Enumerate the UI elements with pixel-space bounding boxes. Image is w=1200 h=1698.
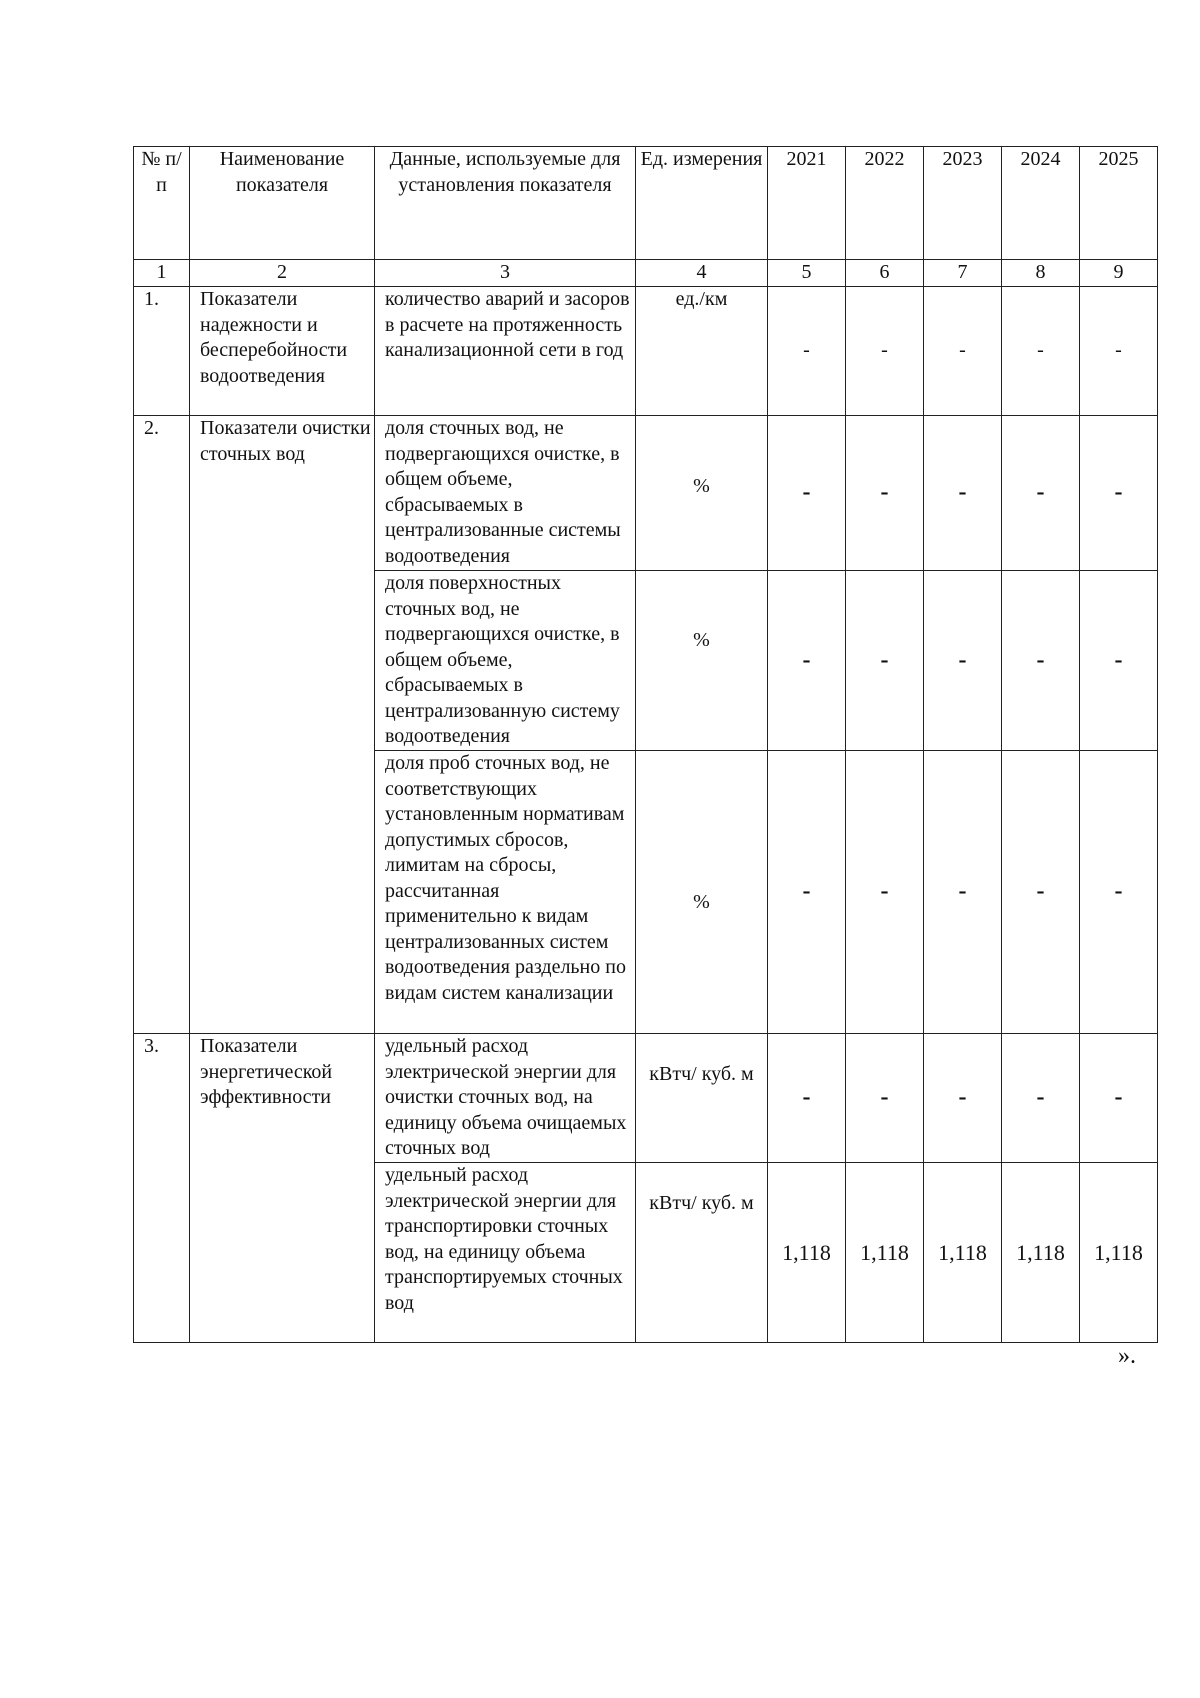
indicator-unit: % bbox=[636, 571, 768, 751]
value-cell: - bbox=[1080, 287, 1158, 416]
value-cell: 1,118 bbox=[1080, 1163, 1158, 1343]
header-year-2022: 2022 bbox=[846, 147, 924, 260]
header-year-2025: 2025 bbox=[1080, 147, 1158, 260]
indicator-unit: % bbox=[636, 751, 768, 1034]
header-num: № п/п bbox=[134, 147, 190, 260]
indicator-data: доля проб сточных вод, не соответствующих установленным нормативам допустимых сбросов, лимитам на сбросы, рассчитанная применительно к видам централизованных систем водоотведения раздельно по видам систем канализации bbox=[375, 751, 636, 1034]
value-cell: - bbox=[846, 751, 924, 1034]
column-number: 8 bbox=[1002, 260, 1080, 287]
value-cell: - bbox=[924, 287, 1002, 416]
indicator-data: удельный расход электрической энергии для очистки сточных вод, на единицу объема очищаемых сточных вод bbox=[375, 1034, 636, 1163]
column-number: 3 bbox=[375, 260, 636, 287]
value-cell: - bbox=[1002, 416, 1080, 571]
table-row bbox=[134, 416, 1158, 571]
indicator-unit: ед./км bbox=[636, 287, 768, 416]
column-number: 7 bbox=[924, 260, 1002, 287]
value-cell: - bbox=[846, 287, 924, 416]
value-cell: 1,118 bbox=[768, 1163, 846, 1343]
header-row bbox=[134, 147, 1158, 260]
indicator-data: доля поверхностных сточных вод, не подвергающихся очистке, в общем объеме, сбрасываемых в централизованную систему водоотведения bbox=[375, 571, 636, 751]
value-cell: 1,118 bbox=[1002, 1163, 1080, 1343]
value-cell: - bbox=[1080, 571, 1158, 751]
value-cell: - bbox=[768, 751, 846, 1034]
row-number: 3. bbox=[134, 1034, 190, 1343]
value-cell: - bbox=[1080, 1034, 1158, 1163]
table-row bbox=[134, 1034, 1158, 1163]
value-cell: - bbox=[924, 751, 1002, 1034]
column-number: 4 bbox=[636, 260, 768, 287]
row-number: 2. bbox=[134, 416, 190, 1034]
row-number: 1. bbox=[134, 287, 190, 416]
value-cell: - bbox=[924, 571, 1002, 751]
indicator-name: Показатели очистки сточных вод bbox=[190, 416, 375, 1034]
value-cell: - bbox=[1002, 1034, 1080, 1163]
header-data: Данные, используемые для установления показателя bbox=[375, 147, 636, 260]
column-number: 6 bbox=[846, 260, 924, 287]
header-year-2023: 2023 bbox=[924, 147, 1002, 260]
header-unit: Ед. измерения bbox=[636, 147, 768, 260]
indicator-name: Показатели энергетической эффективности bbox=[190, 1034, 375, 1343]
value-cell: - bbox=[1002, 571, 1080, 751]
value-cell: - bbox=[1002, 751, 1080, 1034]
value-cell: - bbox=[924, 1034, 1002, 1163]
indicator-name: Показатели надежности и бесперебойности водоотведения bbox=[190, 287, 375, 416]
value-cell: - bbox=[1002, 287, 1080, 416]
value-cell: - bbox=[846, 571, 924, 751]
column-number: 2 bbox=[190, 260, 375, 287]
column-number: 5 bbox=[768, 260, 846, 287]
value-cell: - bbox=[924, 416, 1002, 571]
indicators-table bbox=[133, 146, 1158, 1343]
indicator-data: удельный расход электрической энергии для транспортировки сточных вод, на единицу объема транспортируемых сточных вод bbox=[375, 1163, 636, 1343]
value-cell: - bbox=[1080, 751, 1158, 1034]
value-cell: - bbox=[1080, 416, 1158, 571]
column-number: 9 bbox=[1080, 260, 1158, 287]
indicator-data: количество аварий и засоров в расчете на протяженность канализационной сети в год bbox=[375, 287, 636, 416]
value-cell: - bbox=[846, 1034, 924, 1163]
header-year-2024: 2024 bbox=[1002, 147, 1080, 260]
value-cell: - bbox=[846, 416, 924, 571]
value-cell: - bbox=[768, 1034, 846, 1163]
header-name: Наименование показателя bbox=[190, 147, 375, 260]
value-cell: - bbox=[768, 416, 846, 571]
value-cell: 1,118 bbox=[846, 1163, 924, 1343]
table-row bbox=[134, 287, 1158, 416]
closing-quote: ». bbox=[1118, 1343, 1136, 1369]
column-number-row bbox=[134, 260, 1158, 287]
value-cell: - bbox=[768, 571, 846, 751]
indicator-unit: кВтч/ куб. м bbox=[636, 1163, 768, 1343]
header-year-2021: 2021 bbox=[768, 147, 846, 260]
indicator-data: доля сточных вод, не подвергающихся очистке, в общем объеме, сбрасываемых в централизованные системы водоотведения bbox=[375, 416, 636, 571]
indicator-unit: кВтч/ куб. м bbox=[636, 1034, 768, 1163]
indicator-unit: % bbox=[636, 416, 768, 571]
value-cell: - bbox=[768, 287, 846, 416]
value-cell: 1,118 bbox=[924, 1163, 1002, 1343]
column-number: 1 bbox=[134, 260, 190, 287]
